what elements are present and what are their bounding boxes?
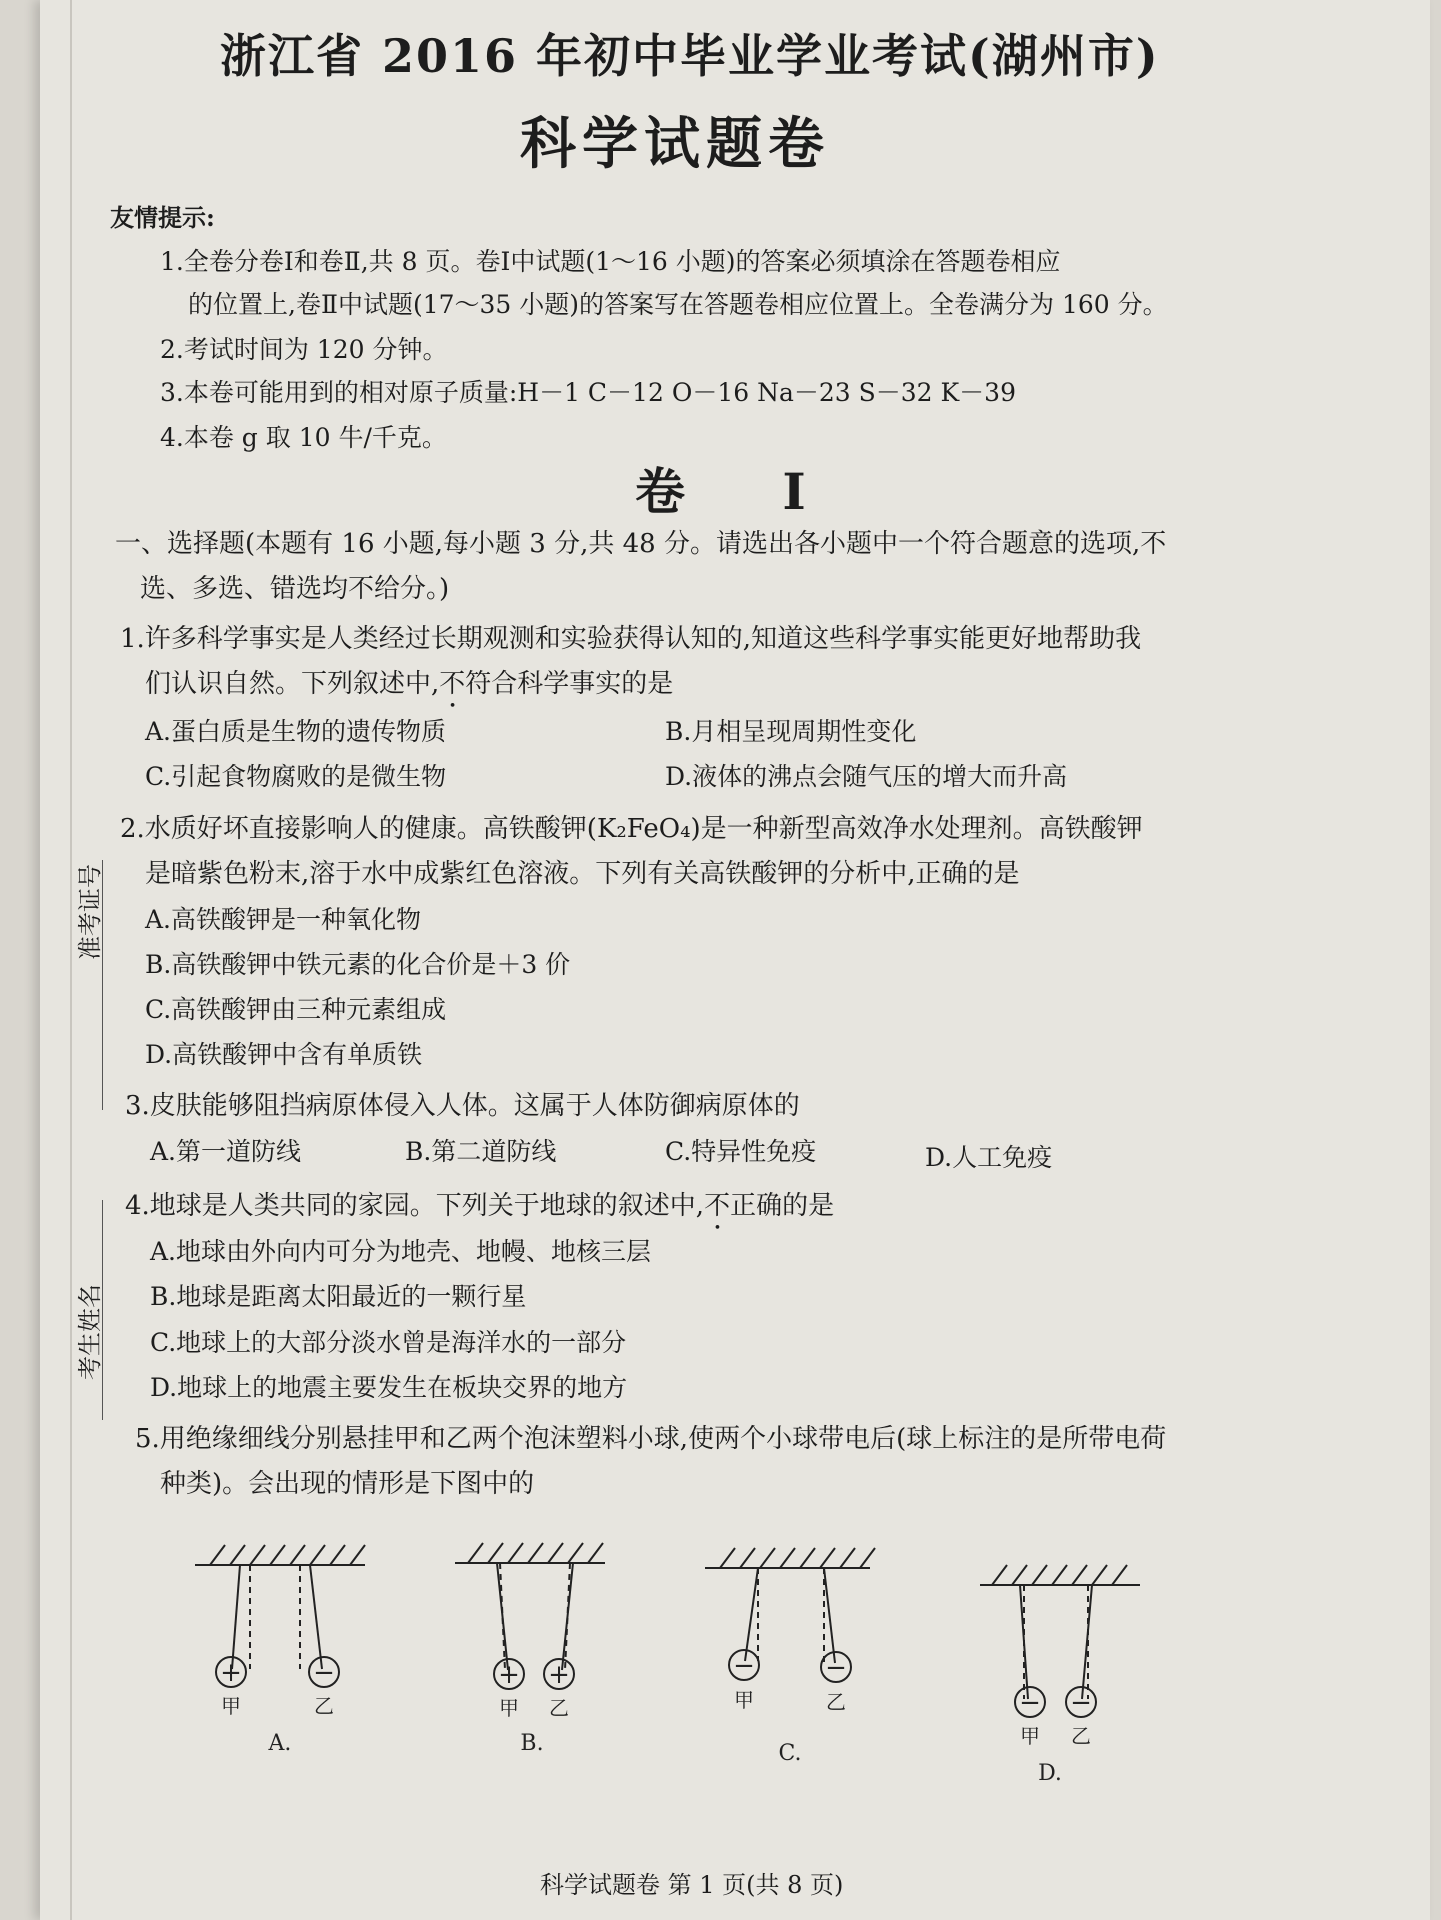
- q2-stem: 2.水质好坏直接影响人的健康。高铁酸钾(K₂FeO₄)是一种新型高效净水处理剂。高铁酸钾: [120, 814, 1143, 844]
- ball-charge: +: [548, 1660, 570, 1690]
- q4-stem: 4.地球是人类共同的家园。下列关于地球的叙述中,不正确的是: [125, 1191, 835, 1221]
- binding-margin-line: [70, 0, 72, 1920]
- q1-option-d: D.液体的沸点会随气压的增大而升高: [665, 762, 1068, 791]
- q2-option-b: B.高铁酸钾中铁元素的化合价是＋3 价: [145, 950, 571, 979]
- tip-line: 1.全卷分卷Ⅰ和卷Ⅱ,共 8 页。卷Ⅰ中试题(1～16 小题)的答案必须填涂在答题卷相应: [160, 247, 1061, 276]
- q3-option-b: B.第二道防线: [405, 1137, 557, 1166]
- paper-subtitle: 科学试题卷: [520, 111, 830, 177]
- section-instruction: 选、多选、错选均不给分。): [140, 574, 450, 604]
- exam-no-label: 准考证号: [76, 864, 104, 960]
- q2-option-a: A.高铁酸钾是一种氧化物: [145, 905, 422, 934]
- q1-stem-line2: 们认识自然。下列叙述中,不符合科学事实的是: [145, 669, 674, 699]
- q3-stem: 3.皮肤能够阻挡病原体侵入人体。这属于人体防御病原体的: [125, 1091, 800, 1121]
- tips-heading: 友情提示:: [110, 203, 215, 232]
- label-jia: 甲: [499, 1696, 519, 1720]
- q5-stem-line2: 种类)。会出现的情形是下图中的: [160, 1469, 535, 1499]
- figure-c: [705, 1548, 875, 1682]
- ball-charge: −: [1070, 1688, 1092, 1718]
- q1-option-b: B.月相呈现周期性变化: [665, 717, 917, 746]
- ball-charge: −: [313, 1658, 335, 1688]
- exam-page: [40, 0, 1430, 1920]
- q1-stem: 1.许多科学事实是人类经过长期观测和实验获得认知的,知道这些科学事实能更好地帮助我: [120, 624, 1142, 654]
- figure-label-a: A.: [268, 1731, 292, 1756]
- label-yi: 乙: [1071, 1724, 1091, 1748]
- q1-option-c: C.引起食物腐败的是微生物: [145, 762, 447, 791]
- label-yi: 乙: [826, 1690, 846, 1714]
- label-jia: 甲: [221, 1694, 241, 1718]
- ball-charge: −: [733, 1651, 755, 1681]
- figure-label-d: D.: [1038, 1761, 1062, 1786]
- exam-title: 浙江省 2016 年初中毕业学业考试(湖州市): [220, 29, 1160, 83]
- figure-label-c: C.: [778, 1741, 802, 1766]
- q2-option-d: D.高铁酸钾中含有单质铁: [145, 1040, 423, 1069]
- ball-charge: +: [498, 1660, 520, 1690]
- q4-option-c: C.地球上的大部分淡水曾是海洋水的一部分: [150, 1328, 627, 1357]
- ball-charge: +: [220, 1658, 242, 1688]
- page-footer: 科学试题卷 第 1 页(共 8 页): [540, 1871, 844, 1899]
- q4-option-d: D.地球上的地震主要发生在板块交界的地方: [150, 1373, 628, 1402]
- q1-option-a: A.蛋白质是生物的遗传物质: [145, 717, 447, 746]
- figure-label-b: B.: [520, 1731, 544, 1756]
- tip-line: 3.本卷可能用到的相对原子质量:H－1 C－12 O－16 Na－23 S－32 K－39: [160, 378, 1016, 407]
- q5-stem: 5.用绝缘细线分别悬挂甲和乙两个泡沫塑料小球,使两个小球带电后(球上标注的是所带电荷: [135, 1424, 1167, 1454]
- label-yi: 乙: [314, 1694, 334, 1718]
- ball-charge: −: [825, 1653, 847, 1683]
- q2-option-c: C.高铁酸钾由三种元素组成: [145, 995, 447, 1024]
- section-title: 卷 Ⅰ: [635, 462, 846, 521]
- q3-option-c: C.特异性免疫: [665, 1137, 817, 1166]
- q4-option-b: B.地球是距离太阳最近的一颗行星: [150, 1282, 527, 1311]
- q3-option-d: D.人工免疫: [925, 1143, 1053, 1172]
- figure-d: [980, 1565, 1140, 1717]
- q4-option-a: A.地球由外向内可分为地壳、地幔、地核三层: [150, 1237, 652, 1266]
- figure-b: [455, 1543, 605, 1689]
- tip-line: 4.本卷 g 取 10 牛/千克。: [160, 423, 447, 452]
- tip-line: 2.考试时间为 120 分钟。: [160, 335, 448, 364]
- q5-figures: [100, 1515, 1400, 1875]
- label-jia: 甲: [734, 1688, 754, 1712]
- name-label: 考生姓名: [76, 1284, 104, 1380]
- ball-charge: −: [1019, 1688, 1041, 1718]
- q3-option-a: A.第一道防线: [150, 1137, 302, 1166]
- q2-stem-line2: 是暗紫色粉末,溶于水中成紫红色溶液。下列有关高铁酸钾的分析中,正确的是: [145, 859, 1020, 889]
- label-jia: 甲: [1020, 1724, 1040, 1748]
- tip-line: 的位置上,卷Ⅱ中试题(17～35 小题)的答案写在答题卷相应位置上。全卷满分为 160 分。: [188, 290, 1168, 319]
- label-yi: 乙: [549, 1696, 569, 1720]
- section-instruction: 一、选择题(本题有 16 小题,每小题 3 分,共 48 分。请选出各小题中一个符合题意的选项,不: [115, 529, 1167, 559]
